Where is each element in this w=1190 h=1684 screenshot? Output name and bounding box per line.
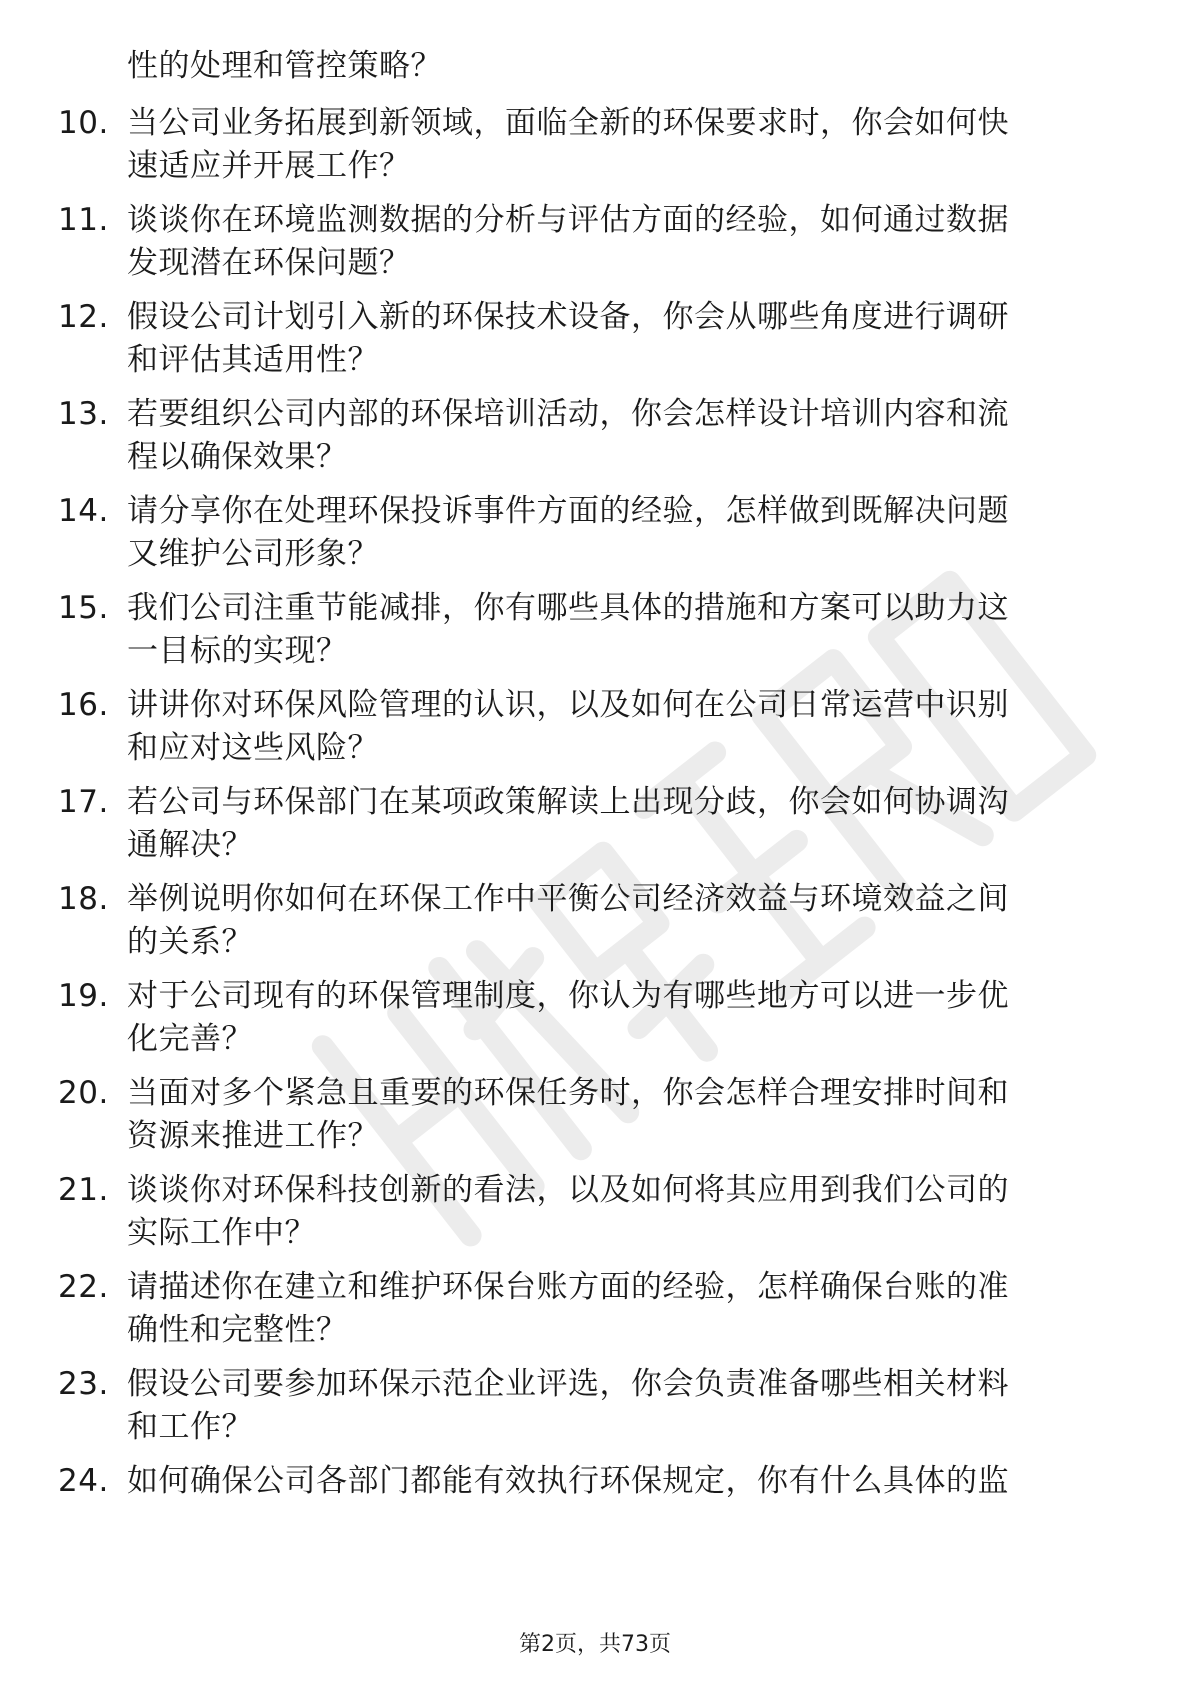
- question-number: 17.: [58, 784, 109, 820]
- question-number: 23.: [58, 1366, 109, 1402]
- continuation-text: 性的处理和管控策略？: [127, 48, 442, 84]
- question-text-line2: 化完善？: [127, 1021, 253, 1057]
- question-text-line2: 实际工作中？: [127, 1215, 316, 1251]
- question-text-line2: 确性和完整性？: [127, 1312, 348, 1348]
- question-number: 12.: [58, 299, 109, 335]
- question-text-line1: 假设公司要参加环保示范企业评选，你会负责准备哪些相关材料: [127, 1366, 1009, 1402]
- question-text-line2: 和工作？: [127, 1409, 253, 1445]
- question-text-line1: 当公司业务拓展到新领域，面临全新的环保要求时，你会如何快: [127, 105, 1009, 141]
- question-number: 21.: [58, 1172, 109, 1208]
- question-text-line1: 若公司与环保部门在某项政策解读上出现分歧，你会如何协调沟: [127, 784, 1009, 820]
- question-text-line1: 谈谈你在环境监测数据的分析与评估方面的经验，如何通过数据: [127, 202, 1009, 238]
- question-text-line2: 资源来推进工作？: [127, 1118, 379, 1154]
- question-number: 10.: [58, 105, 109, 141]
- question-text-line1: 我们公司注重节能减排，你有哪些具体的措施和方案可以助力这: [127, 590, 1009, 626]
- question-number: 24.: [58, 1463, 109, 1499]
- question-text-line1: 讲讲你对环保风险管理的认识，以及如何在公司日常运营中识别: [127, 687, 1009, 723]
- question-text-line2: 程以确保效果？: [127, 439, 348, 475]
- question-text-line1: 请分享你在处理环保投诉事件方面的经验，怎样做到既解决问题: [127, 493, 1009, 529]
- question-number: 13.: [58, 396, 109, 432]
- question-text-line1: 如何确保公司各部门都能有效执行环保规定，你有什么具体的监: [127, 1463, 1009, 1499]
- question-text-line1: 举例说明你如何在环保工作中平衡公司经济效益与环境效益之间: [127, 881, 1009, 917]
- page-footer: 第2页，共73页: [519, 1632, 671, 1657]
- question-text-line2: 又维护公司形象？: [127, 536, 379, 572]
- question-number: 19.: [58, 978, 109, 1014]
- question-number: 22.: [58, 1269, 109, 1305]
- question-text-line2: 发现潜在环保问题？: [127, 245, 411, 281]
- question-number: 14.: [58, 493, 109, 529]
- question-number: 15.: [58, 590, 109, 626]
- question-number: 11.: [58, 202, 109, 238]
- question-text-line2: 的关系？: [127, 924, 253, 960]
- question-text-line1: 请描述你在建立和维护环保台账方面的经验，怎样确保台账的准: [127, 1269, 1009, 1305]
- question-text-line1: 谈谈你对环保科技创新的看法，以及如何将其应用到我们公司的: [127, 1172, 1009, 1208]
- question-text-line1: 假设公司计划引入新的环保技术设备，你会从哪些角度进行调研: [127, 299, 1009, 335]
- question-text-line1: 当面对多个紧急且重要的环保任务时，你会怎样合理安排时间和: [127, 1075, 1009, 1111]
- question-number: 20.: [58, 1075, 109, 1111]
- question-text-line1: 若要组织公司内部的环保培训活动，你会怎样设计培训内容和流: [127, 396, 1009, 432]
- question-text-line2: 和评估其适用性？: [127, 342, 379, 378]
- question-text-line2: 一目标的实现？: [127, 633, 348, 669]
- question-text-line2: 速适应并开展工作？: [127, 148, 411, 184]
- question-text-line1: 对于公司现有的环保管理制度，你认为有哪些地方可以进一步优: [127, 978, 1009, 1014]
- question-text-line2: 和应对这些风险？: [127, 730, 379, 766]
- question-number: 16.: [58, 687, 109, 723]
- question-text-line2: 通解决？: [127, 827, 253, 863]
- question-number: 18.: [58, 881, 109, 917]
